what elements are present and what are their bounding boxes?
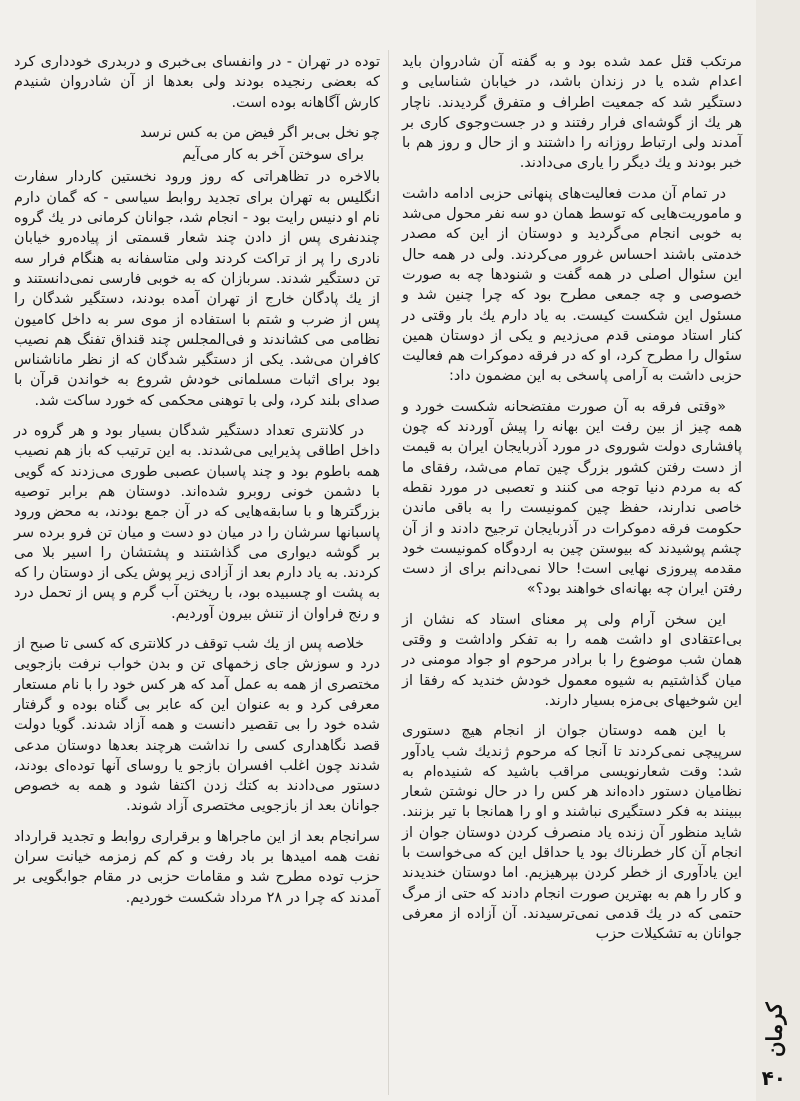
paragraph: خلاصه پس از یك شب توقف در کلانتری که کسی تا صبح از درد و سوزش جای زخمهای تن و بدن خواب نرفت بازجویی مختصری از همه به عمل آمد که هر کس خود را با نام مستعار معرفی کرد و به عنوان این که عابر بی گناه بوده و گرفتار شده خود را بی تقصیر دانست و همه آزاد شدند. گویا دولت قصد نگاهداری کسی را نداشت هرچند بعدها دوستان مدعی شدند چون اغلب افسران بازجو یا روسای آنها توده‌ای بودند، دستور می‌دادند به کتك زدن اکتفا شود و همه به خصوص جوانان بعد از بازجویی مختصری آزاد شوند.: [14, 636, 380, 815]
paragraph: بالاخره در تظاهراتی که روز ورود نخستین کاردار سفارت انگلیس به تهران برای تجدید روابط سیاسی - که گمان دارم نام او دنیس رایت بود - انجام شد، جوانان کرمانی در یك گروه چندنفری پس از دادن چند شعار قسمتی از پیاده‌رو خیابان نادری را پر از تراکت کردند ولی متاسفانه به هنگام فرار سه تن دستگیر شدند. سربازان که به خوبی فارسی نمی‌دانستند و از یك پادگان خارج از تهران آمده بودند، دستگیر شدگان را پس از ضرب و شتم با استفاده از موی سر به داخل کامیون نظامی می کشاندند و فی‌المجلس چند قنداق تفنگ هم نصیب کافران می‌شد. یکی از دستگیر شدگان که از نظر ماناشناس بود برای اثبات مسلمانی خودش شروع به خواندن قرآن با صدای بلند کرد، ولی با توهنی محکمی که خورد ساکت شد.: [14, 169, 380, 409]
paragraph: در تمام آن مدت فعالیت‌های پنهانی حزبی ادامه داشت و ماموریت‌هایی که توسط همان دو سه نفر محول می‌شد به خوبی انجام می‌گردید و دوستان از این که مصدر خدمتی باشند احساس غرور می‌کردند. ولی در همه حال این سئوال اصلی در همه گفت و شنودها چه به صورت خصوصی و چه جمعی مطرح بود که چرا چنین شد و مسئول این شکست کیست. به یاد دارم یك بار وقتی در کنار استاد مومنی قدم می‌زدیم و یکی از دوستان همین سئوال را مطرح کرد، او که در فرقه دموکرات هم فعالیت حزبی داشت به آرامی پاسخی به این مضمون داد:: [402, 185, 742, 385]
paragraph: این سخن آرام ولی پر معنای استاد که نشان از بی‌اعتقادی او داشت همه را به تفکر واداشت و وقتی همان شب موضوع را با برادر مرحوم او جواد مومنی در میان گذاشتیم به شیوه معمول خودش خندید که رفقا از این شوخیهای بی‌مزه بسیار دارند.: [402, 611, 742, 709]
paragraph: مرتکب قتل عمد شده بود و به گفته آن شادروان باید اعدام شده یا در زندان باشد، در خیابان شناسایی و دستگیر شد که جمعیت اطراف و متفرق گردیدند. ناچار هر یك از گوشه‌ای فرار رفتند و در جست‌وجوی کاری بر آمدند ولی ارتباط روزانه را داشتند و از حال و روز هم با خبر بودند و یك دیگر را یاری می‌دادند.: [402, 54, 742, 172]
paragraph: سرانجام بعد از این ماجراها و برقراری روابط و تجدید قرارداد نفت همه امیدها بر باد رفت و کم کم زمزمه خیانت سران حزب توده مطرح شد و مقامات حزبی در مقام جوابگویی بر آمدند که چرا در ۲۸ مرداد شکست خوردیم.: [14, 828, 380, 906]
left-column: [14, 52, 380, 918]
poem-line: چو نخل بی‌بر اگر فیض من به کس نرسد: [140, 124, 380, 141]
paragraph: در کلانتری تعداد دستگیر شدگان بسیار بود و هر گروه در داخل اطاقی پذیرایی می‌شدند. به این ترتیب که باز هم نصیب همه باطوم بود و چند پاسبان عصبی طوری می‌زدند که گویی با دشمن خونی روبرو شده‌اند. دوستان هم برابر توصیه بزرگترها و با سابقه‌هایی که در آن جمع بودند، به محض ورود پاسبانها سرشان را در میان دو دست و میان تن فرو برده سر بر گوشه دیواری می گذاشتند و پشتشان را اسیر بلا می کردند. به یاد دارم بعد از آزادی زیر پوش یکی از دوستان را که به پشت او چسبیده بود، با ریختن آب گرم و پس از تحمل درد و رنج فراوان از تنش بیرون آوردیم.: [14, 423, 380, 622]
paragraph: با این همه دوستان جوان از انجام هیچ دستوری سرپیچی نمی‌کردند تا آنجا که مرحوم ژندیك شب یادآور شد: وقت شعارنویسی مراقب باشید که شنیده‌ام به نظامیان دستور داده‌اند هر کس را در حال نوشتن شعار ببینند به فکر دستگیری نباشند و او را همانجا با تیر بزنند. شاید منظور آن زنده یاد منصرف کردن دوستان جوان از انجام آن کار خطرناك بود یا حداقل این که می‌خواست با این یادآوری از خطر کردن بپرهیزیم. اما دوستان خندیدند و کار را هم به بهترین صورت انجام دادند که حتی از مرگ حتمی که در یك قدمی نمی‌ترسیدند. آن آزاده از معرفی جوانان به تشکیلات حزب: [402, 723, 742, 943]
page-number: ۴۰: [761, 1066, 786, 1090]
paragraph: توده در تهران - در وانفسای بی‌خبری و دربدری خودداری کرد که بعضی رنجیده بودند ولی بعدها از آن شادروان شنیدم کارش آگاهانه بوده است.: [14, 54, 380, 111]
column-divider: [388, 50, 389, 1095]
right-column: [402, 52, 742, 954]
quote-paragraph: «وقتی فرقه به آن صورت مفتضحانه شکست خورد و همه چیز از بین رفت این بهانه را پیش آوردند که چون پافشاری دولت شوروی در مورد آذربایجان ایران به قیمت از دست رفتن کشور بزرگ چین تمام می‌شد، رفقای ما که به مردم دنیا توجه می کنند و تعصبی در مورد نقطه خاصی ندارند، حفظ چین کمونیست را به باقی ماندن حکومت فرقه دموکرات در آذربایجان ترجیح دادند و از آن چشم پوشیدند که بیوستن چین به اردوگاه کمونیست خود مقدمه پیروزی نهایی است! حالا نمی‌دانم برای از دست رفتن ایران چه بهانه‌ای خواهند بود؟»: [402, 398, 742, 598]
page-edge-band: [756, 0, 800, 1101]
magazine-logo: کرمان: [761, 1002, 787, 1058]
poem-line: برای سوختن آخر به کار می‌آیم: [182, 147, 364, 164]
